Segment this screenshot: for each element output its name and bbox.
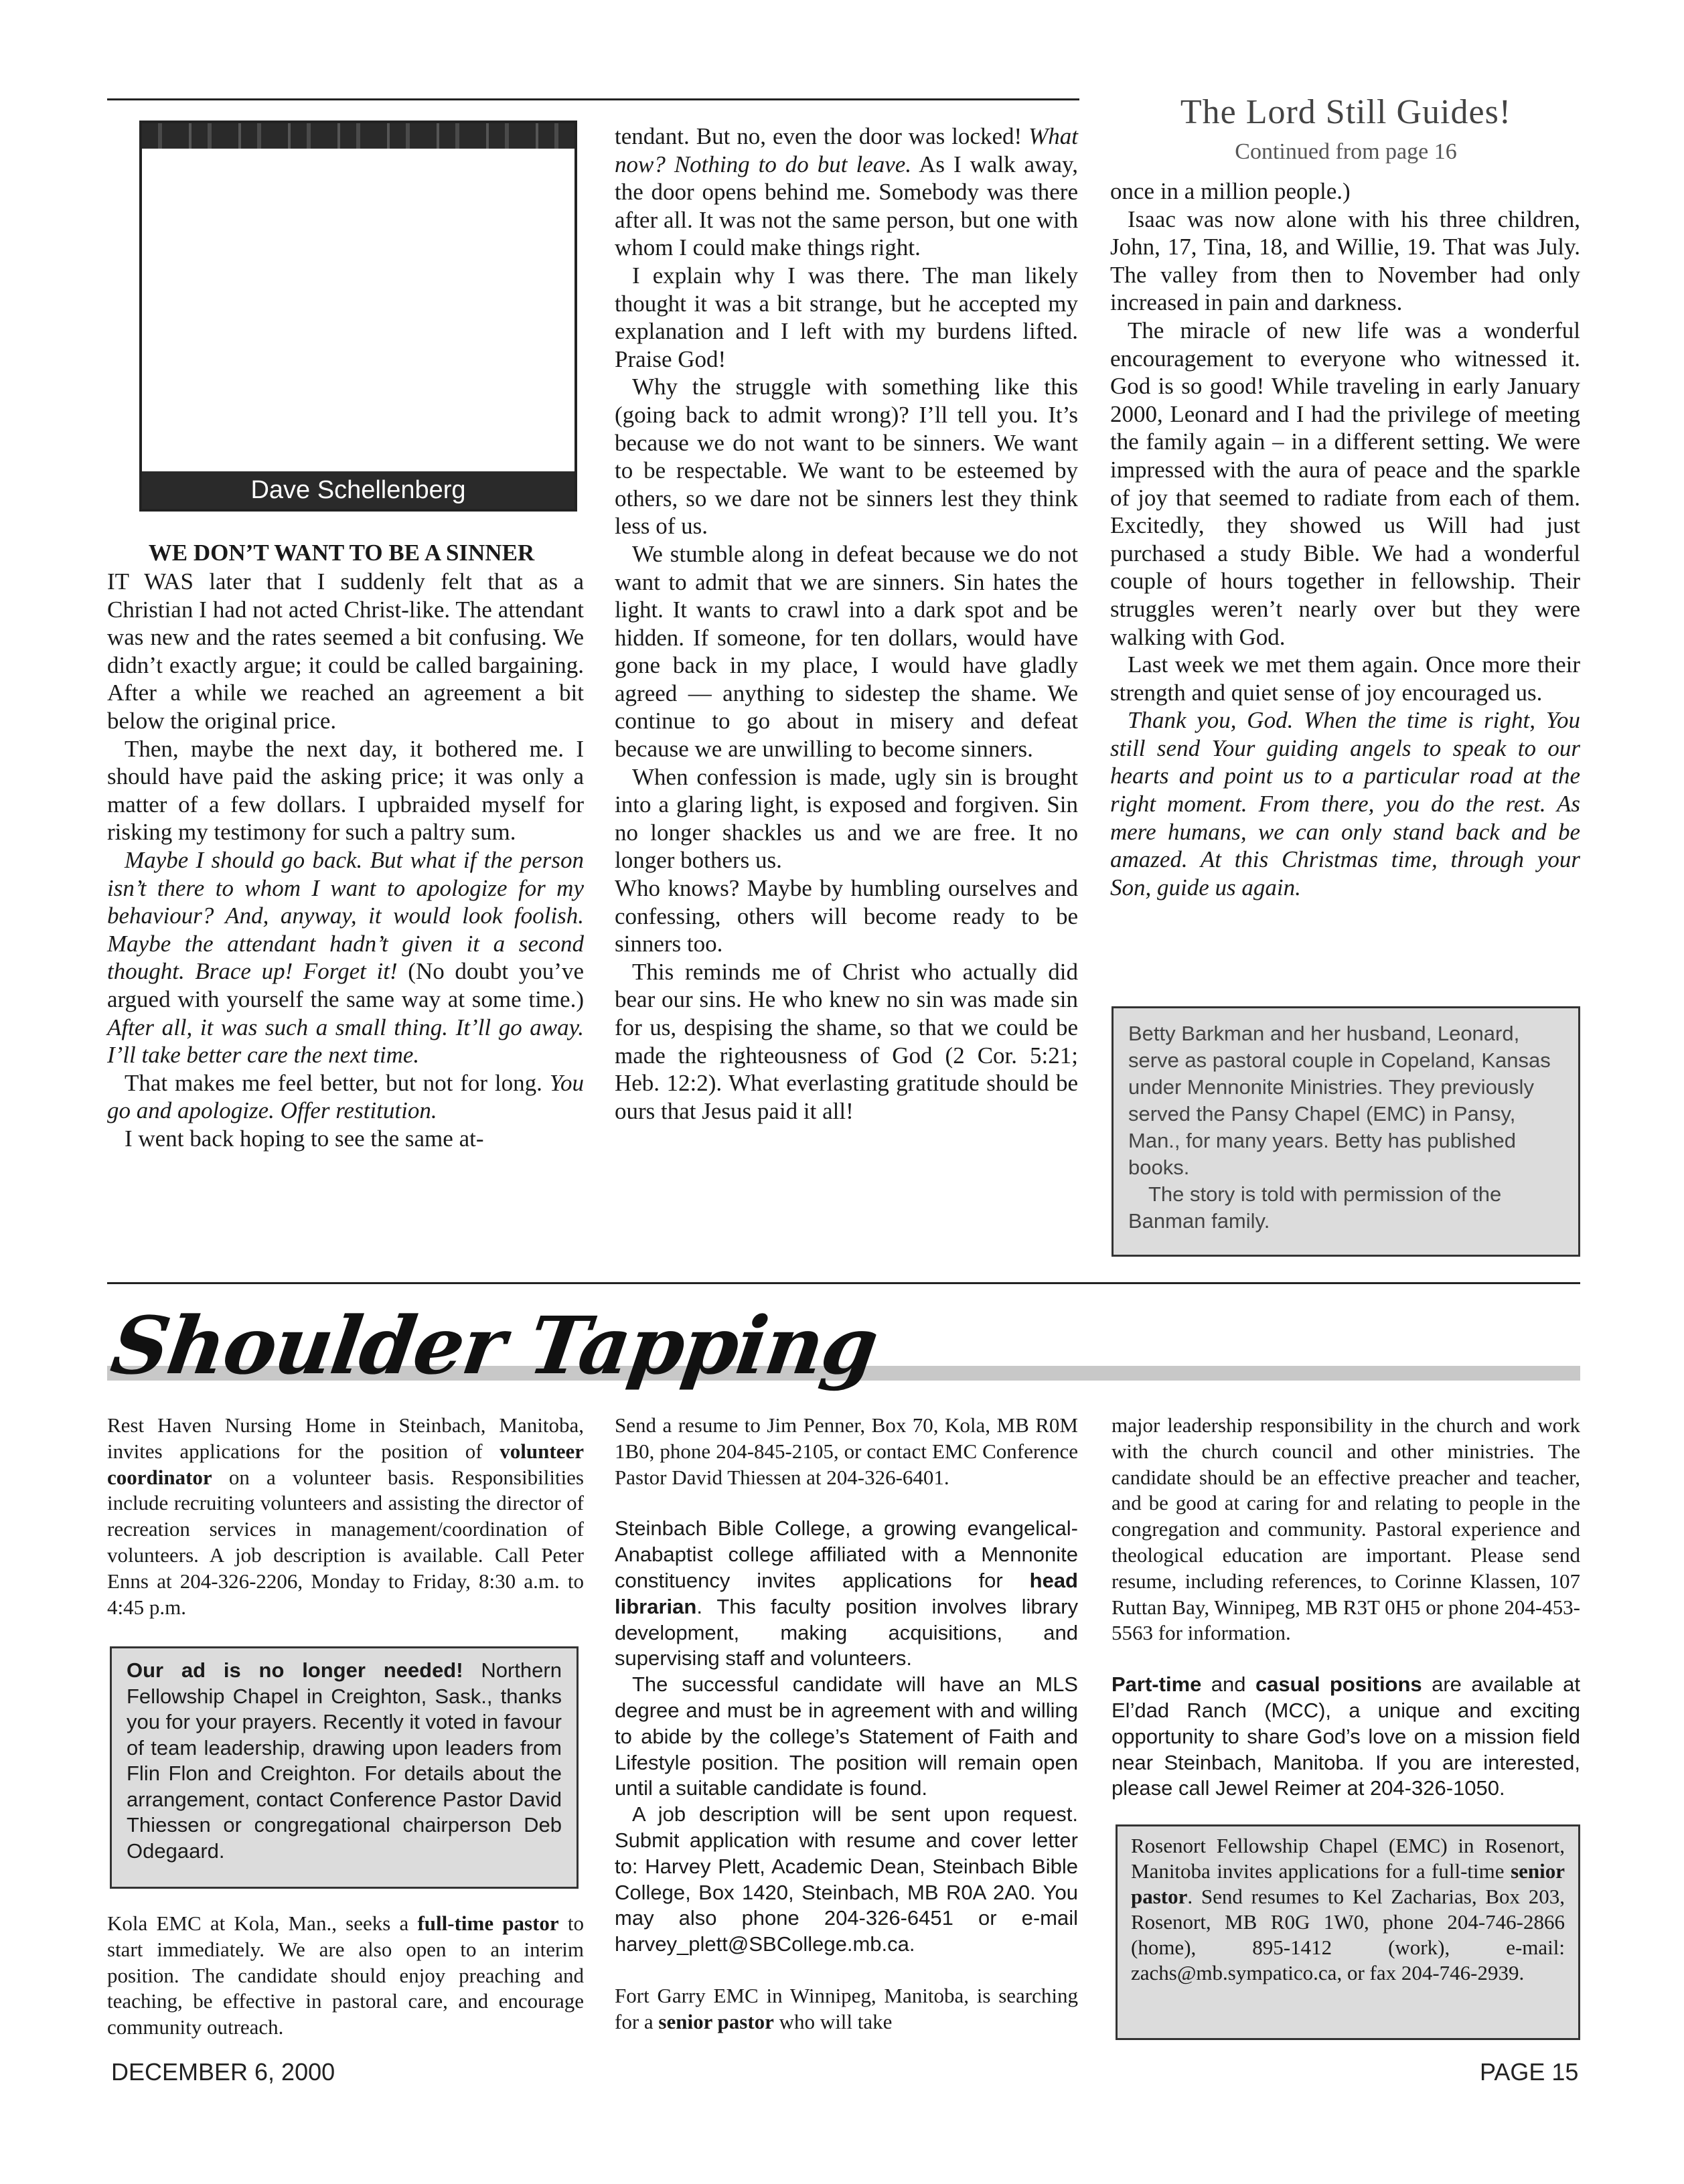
paragraph: Then, maybe the next day, it bothered me. I should have paid the asking price; it was only a matter of a few dollars. I upbraided myself for risking my testimony for such a paltry sum. <box>107 735 584 846</box>
paragraph: The miracle of new life was a wonderful encouragement to everyone who witnessed it. God is so good! While traveling in early January 2000, Leonard and I had the privilege of meeting the family again – in a different setting. We were impressed with the aura of peace and the sparkle of joy that seemed to radiate from each of them. Excitedly, they showed us Will had just purchased a study Bible. We had a wonderful couple of hours together in fellowship. Their struggles weren’t nearly over but they were walking with God. <box>1110 317 1580 650</box>
article-column-1 <box>107 568 584 1152</box>
author-photo <box>139 121 577 512</box>
ad-kola-continued: Send a resume to Jim Penner, Box 70, Kola, MB R0M 1B0, phone 204-845-2105, or contact EMC Conference Pastor David Thiessen at 204-326-6401. <box>615 1413 1078 1489</box>
article-column-2 <box>615 123 1078 1125</box>
top-rule <box>107 98 1079 100</box>
classified-column-1-lower <box>107 1911 584 2041</box>
ad-rosenort-box <box>1116 1824 1580 2040</box>
continued-note: Continued from page 16 <box>1235 139 1457 164</box>
photo-caption: Dave Schellenberg <box>142 471 575 509</box>
paragraph: Who knows? Maybe by humbling ourselves and confessing, others will become ready to be sinners too. <box>615 875 1078 957</box>
ad-kola: Kola EMC at Kola, Man., seeks a full-time pastor to start immediately. We are also open to an interim position. The candidate should enjoy preaching and teaching, be effective in pastoral care, and encourage community outreach. <box>107 1912 584 2039</box>
bio-text: Betty Barkman and her husband, Leonard, serve as pastoral couple in Copeland, Kansas under Mennonite Ministries. They previously served the Pansy Chapel (EMC) in Pansy, Man., for many years. Betty has published books. <box>1128 1022 1551 1179</box>
article-column-3 <box>1110 177 1580 901</box>
issue-date: DECEMBER 6, 2000 <box>111 2058 335 2086</box>
classified-column-1 <box>107 1413 584 1620</box>
bio-permission: The story is told with permission of the Banman family. <box>1128 1182 1502 1233</box>
paragraph: tendant. But no, even the door was locked! What now? Nothing to do but leave. As I walk away, the door opens behind me. Somebody was there after all. It was not the same person, but one with whom I could make things right. <box>615 123 1078 261</box>
ad-eldad: Part-time and casual positions are available at El’dad Ranch (MCC), a unique and exciting opportunity to share God’s love on a mission field near Steinbach, Manitoba. If you are interested, please call Jewel Reimer at 204-326-1050. <box>1112 1672 1580 1800</box>
ad-fort-garry: Fort Garry EMC in Winnipeg, Manitoba, is searching for a senior pastor who will take <box>615 1983 1078 2033</box>
paragraph: Last week we met them again. Once more their strength and quiet sense of joy encouraged us. <box>1110 651 1580 706</box>
section-title: Shoulder Tapping <box>106 1299 883 1392</box>
paragraph: Why the struggle with something like this (going back to admit wrong)? I’ll tell you. It’s because we do not want to be sinners. We want to be respectable. We want to be esteemed by others, so we dare not be sinners lest they think less of us. <box>615 374 1078 540</box>
ad-sbc: Steinbach Bible College, a growing evangelical-Anabaptist college affiliated with a Mennonite constituency invites applications for head librarian. This faculty position involves library development, making acquisitions, and supervising staff and volunteers. <box>615 1516 1078 1670</box>
article-heading: WE DON’T WANT TO BE A SINNER <box>148 540 535 566</box>
closing-prayer: Thank you, God. When the time is right, You still send Your guiding angels to speak to our hearts and point us to a particular road at the right moment. From there, you do the rest. As mere humans, we can only stand back and be amazed. At this Christmas time, through your Son, guide us again. <box>1110 707 1580 901</box>
classified-column-2 <box>615 1413 1078 2035</box>
paragraph: Isaac was now alone with his three children, John, 17, Tina, 18, and Willie, 19. That was July. The valley from then to November had only increased in pain and darkness. <box>1110 206 1580 316</box>
paragraph: When confession is made, ugly sin is brought into a glaring light, is exposed and forgiven. Sin no longer shackles us and we are free. It no longer bothers us. <box>615 763 1078 874</box>
paragraph: This reminds me of Christ who actually did bear our sins. He who knew no sin was made sin for us, despising the shame, so that we could be made the righteousness of God (2 Cor. 5:21; Heb. 12:2). What everlasting gratitude should be ours that Jesus paid it all! <box>615 958 1078 1124</box>
paragraph: I went back hoping to see the same at- <box>125 1125 484 1152</box>
ad-sbc-apply: A job description will be sent upon request. Submit application with resume and cover letter to: Harvey Plett, Academic Dean, Steinbach Bible College, Box 1420, Steinbach, MB R0A 2A0. You may also phone 204-326-6451 or e-mail harvey_plett@SBCollege.mb.ca. <box>615 1802 1078 1956</box>
article-title: The Lord Still Guides! <box>1180 93 1512 131</box>
paragraph: once in a million people.) <box>1110 178 1351 204</box>
classified-column-3 <box>1112 1413 1580 1802</box>
ad-sbc-requirements: The successful candidate will have an MLS degree and must be in agreement with and willing to abide by the college’s Statement of Faith and Lifestyle position. The position will remain open until a suitable candidate is found. <box>615 1672 1078 1800</box>
ad-fort-garry-continued: major leadership responsibility in the church and work with the church council and other ministries. The candidate should be an effective preacher and teacher, and be good at caring for and relating to people in the congregation and community. Pastoral experience and theological education are important. Please send resume, including references, to Corinne Klassen, 107 Ruttan Bay, Winnipeg, MB R3T 0H5 or phone 204-453-5563 for information. <box>1112 1413 1580 1645</box>
photo-border-pattern <box>142 123 575 149</box>
paragraph: IT WAS later that I suddenly felt that as a Christian I had not acted Christ-like. The attendant was new and the rates seemed a bit confusing. We didn’t exactly argue; it could be called bargaining. After a while we reached an agreement a bit below the original price. <box>107 568 584 734</box>
page-number: PAGE 15 <box>1480 2058 1579 2086</box>
paragraph: We stumble along in defeat because we do not want to admit that we are sinners. Sin hates the light. It wants to crawl into a dark spot and be hidden. If someone, for ten dollars, would have gone back in my place, I would have gladly agreed — anything to sidestep the shame. We continue to go about in misery and defeat because we are unwilling to become sinners. <box>615 540 1078 763</box>
paragraph: Maybe I should go back. But what if the person isn’t there to whom I want to apologize for my behaviour? And, anyway, it would look foolish. Maybe the attendant hadn’t given it a second thought. Brace up! Forget it! (No doubt you’ve argued with yourself the same way at some time.) After all, it was such a small thing. It’ll go away. I’ll take better care the next time. <box>107 846 584 1069</box>
ad-rosenort: Rosenort Fellowship Chapel (EMC) in Rosenort, Manitoba invites applications for a full-time senior pastor. Send resumes to Kel Zacharias, Box 203, Rosenort, MB R0G 1W0, phone 204-746-2866 (home), 895-1412 (work), e-mail: zachs@mb.sympatico.ca, or fax 204-746-2939. <box>1131 1834 1565 1984</box>
ad-northern: Our ad is no longer needed! Northern Fellowship Chapel in Creighton, Sask., thanks you for your prayers. Recently it voted in favour of team leadership, drawing upon leaders from Flin Flon and Creighton. For details about the arrangement, contact Conference Pastor David Thiessen or congregational chairperson Deb Odegaard. <box>127 1658 562 1863</box>
paragraph: I explain why I was there. The man likely thought it was a bit strange, but he accepted my explanation and I left with my burdens lifted. Praise God! <box>615 262 1078 372</box>
paragraph: That makes me feel better, but not for long. You go and apologize. Offer restitution. <box>107 1069 585 1124</box>
section-rule <box>107 1282 1580 1284</box>
ad-rest-haven: Rest Haven Nursing Home in Steinbach, Manitoba, invites applications for the position of volunteer coordinator on a volunteer basis. Responsibilities include recruiting volunteers and assisting the director of recreation services in management/coordination of volunteers. A job description is available. Call Peter Enns at 204-326-2206, Monday to Friday, 8:30 a.m. to 4:45 p.m. <box>107 1413 584 1619</box>
author-bio-box <box>1112 1006 1580 1257</box>
ad-northern-box <box>110 1646 579 1889</box>
